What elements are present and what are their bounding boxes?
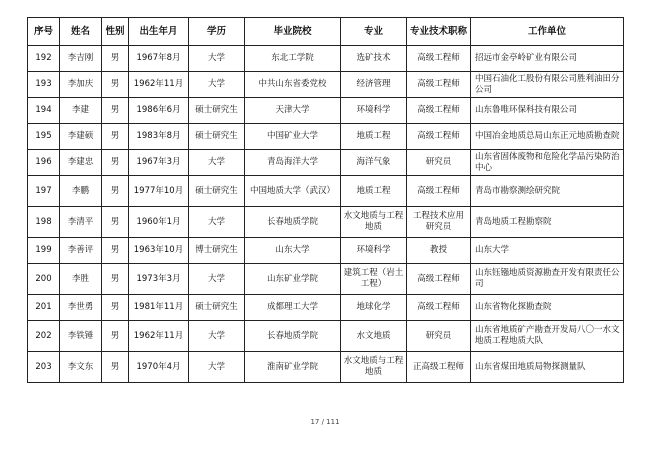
cell-birth: 1962年11月 <box>129 72 189 98</box>
table-row <box>28 72 624 98</box>
cell-education: 大学 <box>189 150 245 176</box>
cell-school: 天津大学 <box>245 98 341 124</box>
cell-school: 成都理工大学 <box>245 295 341 321</box>
table-row <box>28 150 624 176</box>
page-number: 17 / 111 <box>310 418 340 426</box>
cell-birth: 1963年10月 <box>129 238 189 264</box>
cell-employer: 中国冶金地质总局山东正元地质勘查院 <box>471 124 624 150</box>
cell-title: 正高级工程师 <box>407 352 471 383</box>
cell-school: 中国地质大学（武汉） <box>245 176 341 207</box>
cell-school: 青岛海洋大学 <box>245 150 341 176</box>
header-cell: 姓名 <box>60 18 102 46</box>
header-cell: 专业 <box>341 18 407 46</box>
cell-title: 高级工程师 <box>407 98 471 124</box>
cell-seq: 194 <box>28 98 60 124</box>
cell-title: 高级工程师 <box>407 264 471 295</box>
header-cell: 工作单位 <box>471 18 624 46</box>
cell-title: 高级工程师 <box>407 46 471 72</box>
cell-gender: 男 <box>102 46 129 72</box>
cell-major: 地质工程 <box>341 176 407 207</box>
header-cell: 学历 <box>189 18 245 46</box>
cell-gender: 男 <box>102 207 129 238</box>
cell-birth: 1967年8月 <box>129 46 189 72</box>
cell-seq: 200 <box>28 264 60 295</box>
cell-major: 水文地质与工程地质 <box>341 207 407 238</box>
cell-education: 硕士研究生 <box>189 98 245 124</box>
cell-major: 环境科学 <box>341 238 407 264</box>
cell-employer: 招远市金亭岭矿业有限公司 <box>471 46 624 72</box>
cell-school: 山东大学 <box>245 238 341 264</box>
cell-major: 建筑工程（岩土工程） <box>341 264 407 295</box>
cell-birth: 1981年11月 <box>129 295 189 321</box>
cell-school: 中共山东省委党校 <box>245 72 341 98</box>
cell-major: 地球化学 <box>341 295 407 321</box>
cell-employer: 青岛市勘察测绘研究院 <box>471 176 624 207</box>
cell-name: 李铁锤 <box>60 321 102 352</box>
cell-school: 东北工学院 <box>245 46 341 72</box>
cell-education: 大学 <box>189 264 245 295</box>
cell-seq: 198 <box>28 207 60 238</box>
cell-title: 研究员 <box>407 150 471 176</box>
cell-name: 李清平 <box>60 207 102 238</box>
cell-education: 硕士研究生 <box>189 176 245 207</box>
cell-title: 高级工程师 <box>407 72 471 98</box>
cell-major: 经济管理 <box>341 72 407 98</box>
header-cell: 毕业院校 <box>245 18 341 46</box>
table-header-row <box>28 18 624 46</box>
cell-gender: 男 <box>102 176 129 207</box>
cell-name: 李善评 <box>60 238 102 264</box>
cell-title: 高级工程师 <box>407 124 471 150</box>
cell-name: 李建忠 <box>60 150 102 176</box>
cell-title: 研究员 <box>407 321 471 352</box>
personnel-table <box>27 17 624 383</box>
cell-employer: 山东鲁唯环保科技有限公司 <box>471 98 624 124</box>
header-cell: 出生年月 <box>129 18 189 46</box>
cell-employer: 山东省固体废物和危险化学品污染防治中心 <box>471 150 624 176</box>
cell-seq: 197 <box>28 176 60 207</box>
cell-seq: 193 <box>28 72 60 98</box>
personnel-table-container <box>27 17 624 383</box>
cell-name: 李胜 <box>60 264 102 295</box>
cell-school: 长春地质学院 <box>245 207 341 238</box>
cell-school: 长春地质学院 <box>245 321 341 352</box>
cell-education: 大学 <box>189 207 245 238</box>
cell-gender: 男 <box>102 295 129 321</box>
cell-employer: 山东省地质矿产勘查开发局八〇一水文地质工程地质大队 <box>471 321 624 352</box>
cell-title: 高级工程师 <box>407 176 471 207</box>
cell-gender: 男 <box>102 321 129 352</box>
cell-school: 中国矿业大学 <box>245 124 341 150</box>
table-row <box>28 238 624 264</box>
cell-employer: 山东省物化探勘查院 <box>471 295 624 321</box>
cell-title: 教授 <box>407 238 471 264</box>
cell-employer: 中国石油化工股份有限公司胜利油田分公司 <box>471 72 624 98</box>
cell-education: 大学 <box>189 72 245 98</box>
header-cell: 序号 <box>28 18 60 46</box>
cell-gender: 男 <box>102 238 129 264</box>
cell-seq: 199 <box>28 238 60 264</box>
cell-seq: 202 <box>28 321 60 352</box>
cell-birth: 1986年6月 <box>129 98 189 124</box>
cell-name: 李建硕 <box>60 124 102 150</box>
cell-gender: 男 <box>102 150 129 176</box>
cell-birth: 1977年10月 <box>129 176 189 207</box>
cell-education: 大学 <box>189 352 245 383</box>
table-row <box>28 124 624 150</box>
table-row <box>28 176 624 207</box>
cell-major: 水文地质与工程地质 <box>341 352 407 383</box>
cell-major: 海洋气象 <box>341 150 407 176</box>
cell-name: 李文东 <box>60 352 102 383</box>
cell-seq: 195 <box>28 124 60 150</box>
cell-seq: 201 <box>28 295 60 321</box>
table-row <box>28 321 624 352</box>
cell-education: 硕士研究生 <box>189 295 245 321</box>
cell-birth: 1967年3月 <box>129 150 189 176</box>
cell-gender: 男 <box>102 264 129 295</box>
cell-name: 李世勇 <box>60 295 102 321</box>
table-row <box>28 98 624 124</box>
cell-gender: 男 <box>102 98 129 124</box>
cell-seq: 192 <box>28 46 60 72</box>
cell-employer: 山东钰镪地质资源勘查开发有限责任公司 <box>471 264 624 295</box>
cell-birth: 1973年3月 <box>129 264 189 295</box>
cell-seq: 203 <box>28 352 60 383</box>
cell-name: 李加庆 <box>60 72 102 98</box>
cell-major: 环境科学 <box>341 98 407 124</box>
cell-education: 博士研究生 <box>189 238 245 264</box>
cell-school: 淮南矿业学院 <box>245 352 341 383</box>
cell-employer: 山东大学 <box>471 238 624 264</box>
header-cell: 性别 <box>102 18 129 46</box>
cell-seq: 196 <box>28 150 60 176</box>
cell-education: 硕士研究生 <box>189 124 245 150</box>
cell-school: 山东矿业学院 <box>245 264 341 295</box>
table-row <box>28 295 624 321</box>
table-row <box>28 207 624 238</box>
cell-birth: 1983年8月 <box>129 124 189 150</box>
cell-title: 高级工程师 <box>407 295 471 321</box>
cell-name: 李吉刚 <box>60 46 102 72</box>
cell-major: 水文地质 <box>341 321 407 352</box>
cell-education: 大学 <box>189 46 245 72</box>
cell-gender: 男 <box>102 352 129 383</box>
cell-birth: 1962年11月 <box>129 321 189 352</box>
cell-major: 地质工程 <box>341 124 407 150</box>
cell-title: 工程技术应用研究员 <box>407 207 471 238</box>
cell-name: 李建 <box>60 98 102 124</box>
cell-name: 李鹏 <box>60 176 102 207</box>
cell-gender: 男 <box>102 72 129 98</box>
table-row <box>28 264 624 295</box>
cell-gender: 男 <box>102 124 129 150</box>
cell-major: 选矿技术 <box>341 46 407 72</box>
cell-birth: 1960年1月 <box>129 207 189 238</box>
cell-employer: 山东省煤田地质局物探测量队 <box>471 352 624 383</box>
header-cell: 专业技术职称 <box>407 18 471 46</box>
cell-education: 大学 <box>189 321 245 352</box>
cell-birth: 1970年4月 <box>129 352 189 383</box>
table-row <box>28 46 624 72</box>
table-row <box>28 352 624 383</box>
cell-employer: 青岛地质工程勘察院 <box>471 207 624 238</box>
